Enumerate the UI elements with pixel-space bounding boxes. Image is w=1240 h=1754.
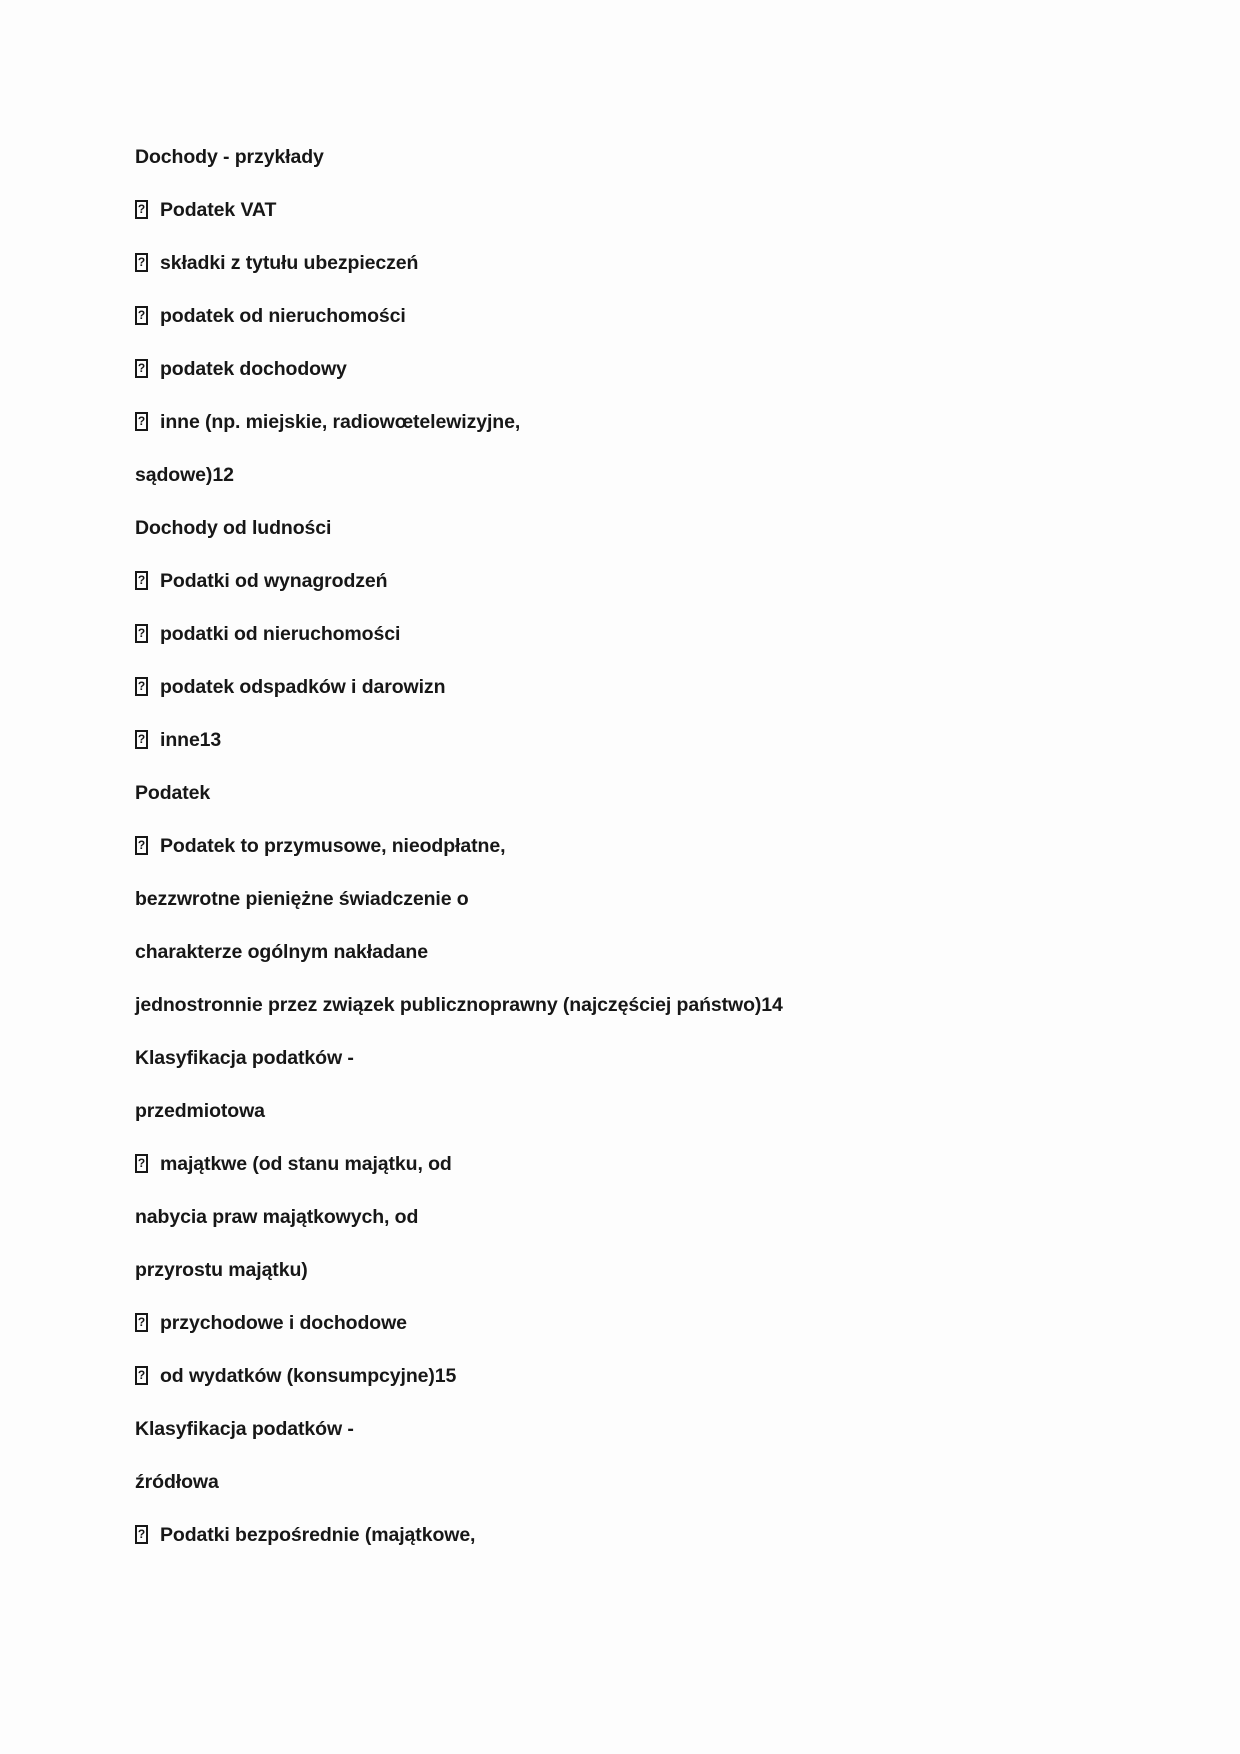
line-text: przyrostu majątku) xyxy=(135,1259,308,1281)
line-text: podatki od nieruchomości xyxy=(160,623,401,645)
missing-glyph-bullet-icon: ? xyxy=(135,571,148,590)
document-line xyxy=(135,146,1200,199)
document-line xyxy=(135,411,1200,464)
line-text: Podatki bezpośrednie (majątkowe, xyxy=(160,1524,476,1546)
line-text: Podatki od wynagrodzeń xyxy=(160,570,388,592)
line-text: Klasyfikacja podatków - xyxy=(135,1418,354,1440)
text-block xyxy=(135,146,1200,1577)
missing-glyph-bullet-icon: ? xyxy=(135,306,148,325)
document-line xyxy=(135,1100,1200,1153)
line-text: podatek odspadków i darowizn xyxy=(160,676,446,698)
line-text: charakterze ogólnym nakładane xyxy=(135,941,428,963)
document-line xyxy=(135,570,1200,623)
document-line xyxy=(135,1206,1200,1259)
document-line xyxy=(135,941,1200,994)
line-text: majątkᴡe (od stanu majątku, od xyxy=(160,1153,452,1175)
missing-glyph-bullet-icon: ? xyxy=(135,1313,148,1332)
line-text: Dochody - przykłady xyxy=(135,146,324,168)
document-line xyxy=(135,517,1200,570)
document-line xyxy=(135,888,1200,941)
document-line xyxy=(135,623,1200,676)
line-text: inne (np. miejskie, radiowœtelewizyjne, xyxy=(160,411,521,433)
line-text: źródłowa xyxy=(135,1471,219,1493)
line-text: przedmiotowa xyxy=(135,1100,265,1122)
document-line xyxy=(135,1471,1200,1524)
line-text: nabycia praw majątkowych, od xyxy=(135,1206,419,1228)
document-line xyxy=(135,464,1200,517)
missing-glyph-bullet-icon: ? xyxy=(135,359,148,378)
line-text: Podatek xyxy=(135,782,211,804)
missing-glyph-bullet-icon: ? xyxy=(135,624,148,643)
document-line xyxy=(135,252,1200,305)
line-text: jednostronnie przez związek publicznoprawny (najczęściej państwo)14 xyxy=(135,994,783,1016)
document-line xyxy=(135,835,1200,888)
document-line xyxy=(135,729,1200,782)
missing-glyph-bullet-icon: ? xyxy=(135,1154,148,1173)
document-line xyxy=(135,1524,1200,1577)
line-text: podatek dochodowy xyxy=(160,358,347,380)
line-text: podatek od nieruchomości xyxy=(160,305,406,327)
line-text: przychodowe i dochodowe xyxy=(160,1312,407,1334)
document-line xyxy=(135,199,1200,252)
document-line xyxy=(135,994,1200,1047)
document-line xyxy=(135,358,1200,411)
document-line xyxy=(135,1312,1200,1365)
missing-glyph-bullet-icon: ? xyxy=(135,412,148,431)
document-line xyxy=(135,305,1200,358)
document-line xyxy=(135,1365,1200,1418)
document-line xyxy=(135,676,1200,729)
missing-glyph-bullet-icon: ? xyxy=(135,200,148,219)
line-text: od wydatków (konsumpcyjne)15 xyxy=(160,1365,457,1387)
missing-glyph-bullet-icon: ? xyxy=(135,677,148,696)
document-line xyxy=(135,1047,1200,1100)
line-text: Podatek VAT xyxy=(160,199,277,221)
document-line xyxy=(135,782,1200,835)
missing-glyph-bullet-icon: ? xyxy=(135,730,148,749)
line-text: Klasyfikacja podatków - xyxy=(135,1047,354,1069)
missing-glyph-bullet-icon: ? xyxy=(135,1525,148,1544)
line-text: składki z tytułu ubezpieczeń xyxy=(160,252,419,274)
missing-glyph-bullet-icon: ? xyxy=(135,253,148,272)
missing-glyph-bullet-icon: ? xyxy=(135,1366,148,1385)
line-text: bezzwrotne pieniężne świadczenie o xyxy=(135,888,469,910)
document-line xyxy=(135,1259,1200,1312)
line-text: inne13 xyxy=(160,729,222,751)
line-text: Podatek to przymusowe, nieodpłatne, xyxy=(160,835,506,857)
document-line xyxy=(135,1418,1200,1471)
line-text: Dochody od ludności xyxy=(135,517,332,539)
document-line xyxy=(135,1153,1200,1206)
line-text: sądowe)12 xyxy=(135,464,234,486)
missing-glyph-bullet-icon: ? xyxy=(135,836,148,855)
